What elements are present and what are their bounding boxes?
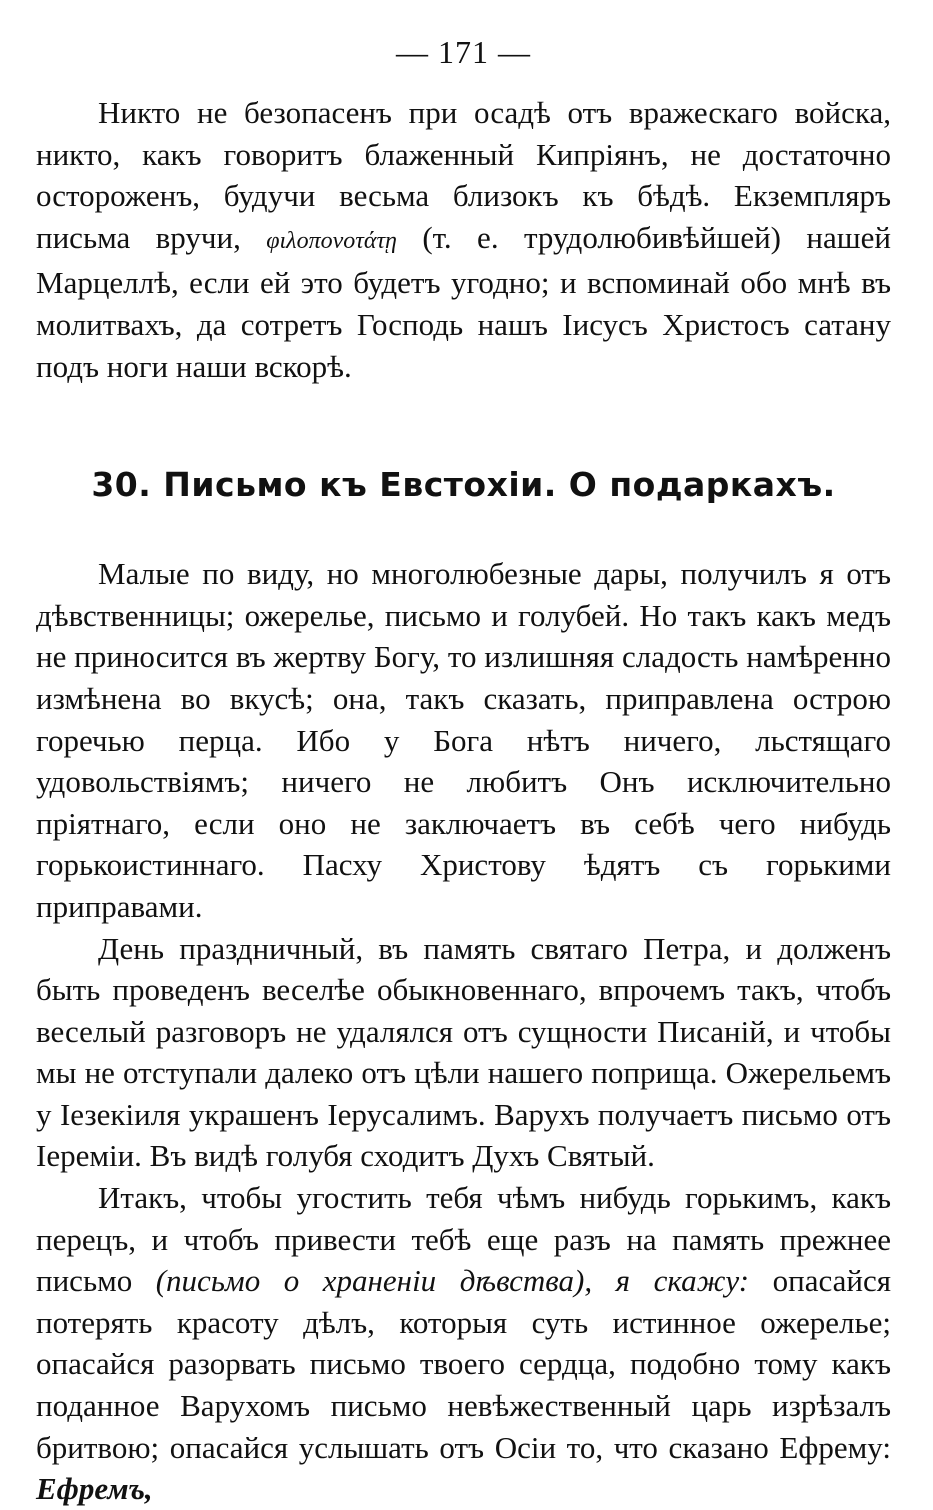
paragraph-1-text-b: (т. е. трудолюбивѣйшей) нашей Марцеллѣ, если ей это будетъ угодно; и вспоминай обо мнѣ въ молитвахъ, да сотретъ Господь нашъ Іисусъ Христосъ сатану подъ ноги наши вскорѣ. <box>36 219 891 384</box>
paragraph-4-text-a: Итакъ, чтобы угостить тебя чѣмъ нибудь горькимъ, какъ перецъ, и чтобъ привести тебѣ еще разъ на память прежнее письмо <box>36 1180 891 1299</box>
italic-aside: (письмо о храненіи дѣвства), я скажу: <box>155 1263 750 1299</box>
paragraph-1 <box>36 92 891 387</box>
page-number: — 171 — <box>396 34 531 70</box>
paragraph-1-text-a: Никто не безопасенъ при осадѣ отъ вражескаго войска, никто, какъ говоритъ блаженный Кипріянъ, не достаточно остороженъ, будучи весьма близокъ къ бѣдѣ. Екземпляръ письма вручи, <box>36 95 891 255</box>
paragraph-4-text-b: опасайся потерять красоту дѣлъ, которыя суть истинное ожерелье; опасайся разорвать письмо твоего сердца, подобно тому какъ поданное Варухомъ письмо невѣжественный царь изрѣзалъ бритвою; опасайся услышать отъ Осіи то, что сказано Ефрему: <box>36 1263 891 1465</box>
greek-word: φιλοπονοτάτῃ <box>266 227 397 254</box>
paragraph-2: Малые по виду, но многолюбезные дары, получилъ я отъ дѣвственницы; ожерелье, письмо и голубей. Но такъ какъ медъ не приносится въ жертву Богу, то излишняя сладость намѣренно измѣнена во вкусѣ; она, такъ сказать, приправлена острою горечью перца. Ибо у Бога нѣтъ ничего, льстящаго удовольствіямъ; ничего не любитъ Онъ исключительно пріятнаго, если оно не заключаетъ въ себѣ чего нибудь горькоистиннаго. Пасху Христову ѣдятъ съ горькими приправами. <box>36 556 891 924</box>
paragraph-4 <box>36 1177 891 1510</box>
paragraph-3: День праздничный, въ память святаго Петра, и долженъ быть проведенъ веселѣе обыкновеннаго, впрочемъ такъ, чтобъ веселый разговоръ не удалялся отъ сущности Писаній, и чтобы мы не отступали далеко отъ цѣли нашего поприща. Ожерельемъ у Іезекіиля украшенъ Іерусалимъ. Варухъ получаетъ письмо отъ Іереміи. Въ видѣ голубя сходитъ Духъ Святый. <box>36 930 891 1174</box>
bold-italic-quote-start: Ефремъ, <box>36 1471 153 1507</box>
section-heading: 30. Письмо къ Евстохіи. О подаркахъ. <box>91 465 836 505</box>
